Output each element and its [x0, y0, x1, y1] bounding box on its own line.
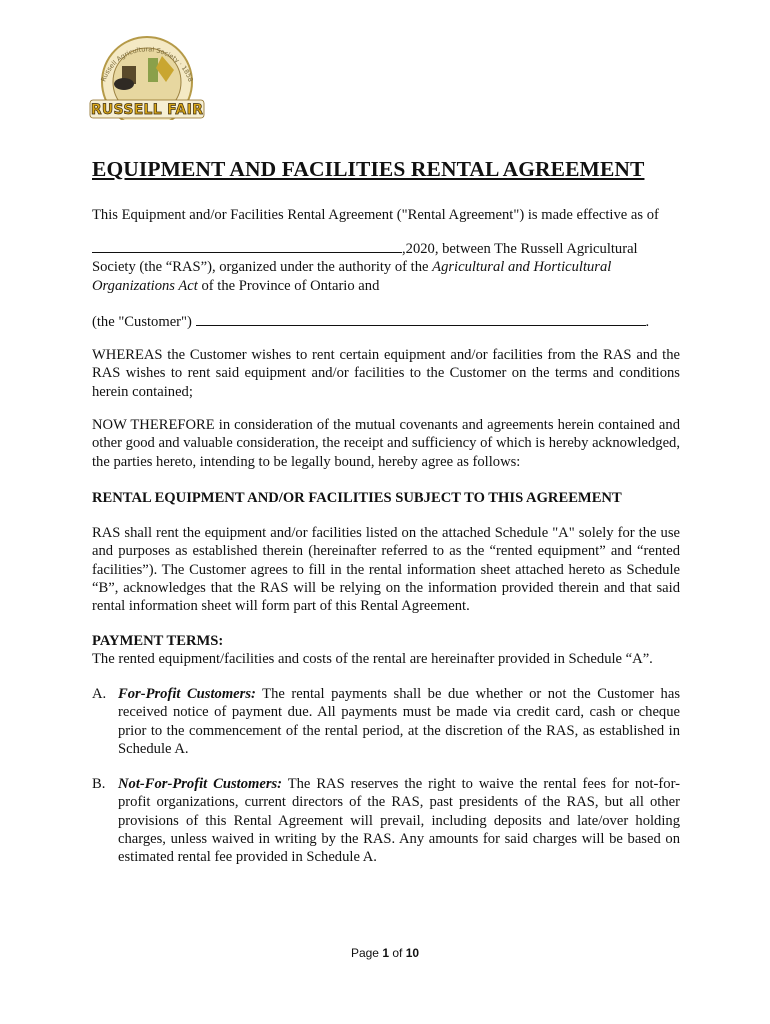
customer-label: (the "Customer"): [92, 314, 192, 330]
list-marker: A.: [92, 686, 107, 702]
parties-paragraph: [92, 240, 680, 295]
not-for-profit-text: The RAS reserves the right to waive the rental fees for not-for-profit organizations, current directors of the RAS, past presidents of the RAS, but all other provisions of this Rental Agreement will prevail, including deposits and late/over holding charges, unless waived in writing by the RAS. Any amounts for said charges will be based on estimated rental fee provided in Schedule A.: [118, 776, 680, 866]
section-heading-payment-terms: PAYMENT TERMS:: [92, 633, 224, 649]
page-footer: [0, 946, 770, 960]
for-profit-text: The rental payments shall be due whether or not the Customer has received notice of payment due. All payments must be made via credit card, cash or cheque prior to the commencement of the rental period, at the discretion of the RAS, as established in Schedule A.: [118, 686, 680, 757]
date-line-society: Society (the “RAS”), organized under the authority of the: [92, 259, 433, 276]
of-word: of: [389, 946, 406, 960]
russell-fair-logo: [82, 28, 212, 120]
date-line-province: of the Province of Ontario and: [197, 277, 380, 294]
intro-paragraph: This Equipment and/or Facilities Rental Agreement ("Rental Agreement") is made effective as of: [92, 207, 659, 223]
payment-terms-body: The rented equipment/facilities and costs of the rental are hereinafter provided in Schedule “A”.: [92, 651, 653, 667]
act-name-part1: Agricultural and Horticultural: [432, 259, 612, 276]
list-item-for-profit: [92, 685, 680, 758]
list-marker: B.: [92, 776, 106, 792]
current-page: 1: [382, 946, 389, 960]
effective-date-blank[interactable]: [92, 240, 402, 253]
section-heading-rental-equipment: RENTAL EQUIPMENT AND/OR FACILITIES SUBJECT TO THIS AGREEMENT: [92, 490, 622, 506]
list-item-not-for-profit: [92, 775, 680, 866]
customer-name-blank[interactable]: [196, 313, 646, 326]
fair-seal-logo-icon: [82, 28, 212, 120]
for-profit-lead: For-Profit Customers:: [118, 686, 256, 702]
not-for-profit-lead: Not-For-Profit Customers:: [118, 776, 283, 792]
date-line-suffix: ,2020, between The Russell Agricultural: [402, 241, 638, 257]
customer-line: [92, 313, 680, 331]
act-name-part2: Organizations Act: [92, 277, 198, 294]
section-rental-equipment-body: RAS shall rent the equipment and/or facilities listed on the attached Schedule "A" solely for the use and purposes as established therein (hereinafter referred to as the “rented equipment” and “rented facilities”). The Customer agrees to fill in the rental information sheet attached hereto as Schedule “B”, acknowledges that the RAS will be relying on the information provided therein and that said rental information sheet will form part of this Rental Agreement.: [92, 525, 680, 615]
now-therefore-paragraph: NOW THEREFORE in consideration of the mutual covenants and agreements herein contained and other good and valuable consideration, the receipt and sufficiency of which is hereby acknowledged, the parties hereto, intending to be legally bound, hereby agree as follows:: [92, 417, 680, 470]
logo-name: RUSSELL FAIR: [90, 102, 204, 118]
logo-ring-text: Russell Agricultural Society · 1858: [99, 45, 195, 83]
whereas-paragraph: WHEREAS the Customer wishes to rent certain equipment and/or facilities from the RAS and the RAS wishes to rent said equipment and/or facilities to the Customer on the terms and conditions herein contained;: [92, 347, 680, 400]
customer-line-end: .: [645, 314, 650, 330]
document-title: EQUIPMENT AND FACILITIES RENTAL AGREEMENT: [92, 157, 645, 181]
total-pages: 10: [405, 946, 420, 960]
page-word: Page: [350, 946, 383, 960]
